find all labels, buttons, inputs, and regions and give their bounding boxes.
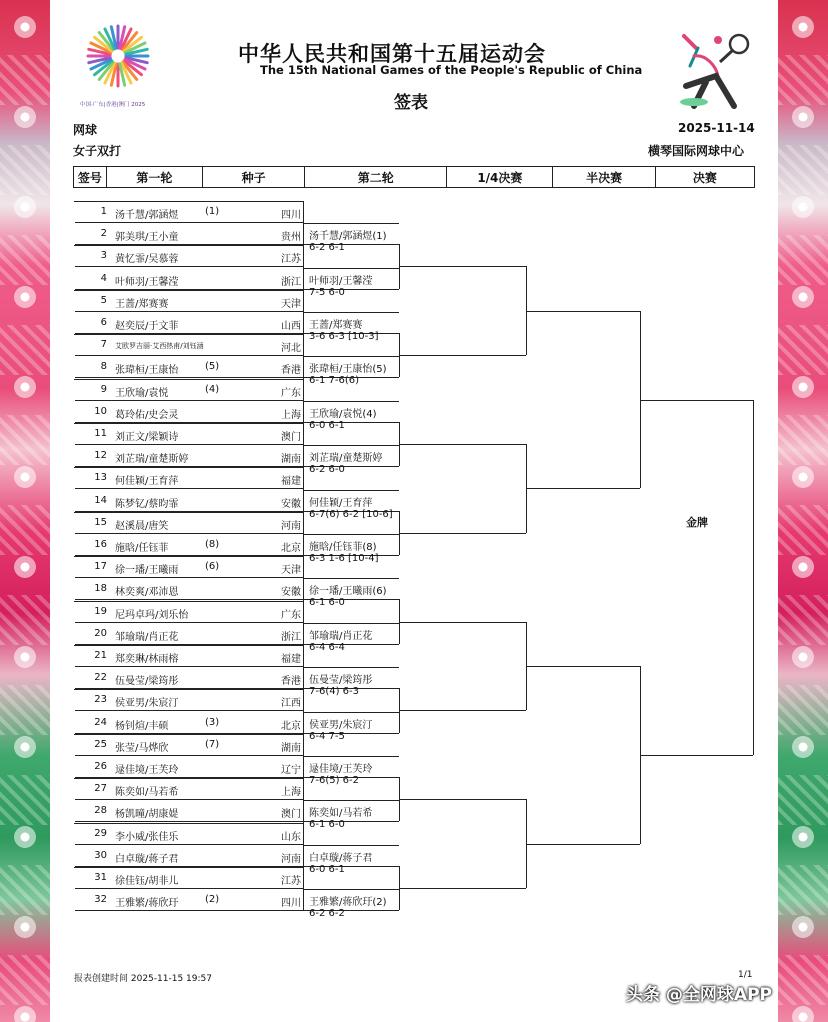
pair-name: 杨凯曈/胡康媞 — [115, 809, 179, 821]
pattern-tile — [778, 415, 828, 465]
draw-entry-row — [75, 490, 303, 512]
draw-number: 28 — [94, 805, 107, 817]
pair-name: 徐佳钰/胡非儿 — [115, 876, 179, 887]
seed: (8) — [205, 539, 220, 550]
draw-number: 30 — [94, 849, 107, 861]
draw-number: 19 — [94, 605, 107, 617]
seed: (4) — [205, 383, 220, 395]
region: 河南 — [281, 853, 301, 865]
match-top-line — [74, 867, 304, 868]
region: 天津 — [281, 298, 301, 310]
match-top-line — [74, 423, 304, 424]
sf-line — [526, 488, 640, 489]
region: 福建 — [281, 476, 301, 488]
region: 香港 — [281, 365, 301, 377]
draw-entry-row — [75, 201, 303, 223]
pattern-tile — [778, 325, 828, 375]
pair-name: 汤千慧/郭涵煜 — [115, 210, 179, 221]
r2-winner-line — [303, 800, 399, 801]
pattern-tile — [778, 55, 828, 105]
flower-pattern-icon — [8, 10, 42, 44]
draw-number: 32 — [94, 894, 107, 906]
pair-name: 李小威/张佳乐 — [115, 831, 179, 843]
draw-number: 21 — [94, 650, 107, 661]
final-line — [640, 400, 753, 401]
pair-name: 王雅繁/蒋欣玗 — [115, 898, 179, 910]
flower-pattern-icon — [8, 460, 42, 494]
pair-name: 何佳颖/王育萍 — [115, 476, 179, 488]
r2-score: 6-2 6-1 — [309, 242, 345, 254]
draw-number: 1 — [100, 206, 107, 217]
r2-winner: 何佳颖/王育萍 — [309, 497, 373, 509]
col-semifinal: 半决赛 — [553, 167, 655, 187]
draw-number: 20 — [94, 627, 107, 639]
flower-pattern-icon — [786, 460, 820, 494]
match-top-line — [74, 379, 304, 380]
match-top-line — [74, 245, 304, 246]
r2-score: 6-7(6) 6-2 [10-6] — [309, 508, 393, 520]
pair-name: 张瑋桓/王康怡 — [115, 365, 179, 377]
pair-name: 陈梦钇/蔡昀霏 — [115, 498, 179, 510]
pair-name: 刘正文/梁颖诗 — [115, 432, 179, 443]
pair-name: 陈奕如/马若希 — [115, 787, 179, 799]
r2-winner-line — [303, 223, 399, 224]
region: 山西 — [281, 321, 301, 332]
draw-number: 23 — [94, 694, 107, 706]
region: 上海 — [281, 409, 301, 421]
qf-line — [399, 888, 526, 889]
flower-pattern-icon — [786, 910, 820, 944]
r2-winner-line — [303, 845, 399, 846]
qf-line — [399, 355, 526, 356]
draw-entry-row — [75, 800, 303, 822]
flower-pattern-icon — [8, 190, 42, 224]
draw-number: 24 — [94, 716, 107, 728]
pattern-tile — [0, 55, 50, 105]
draw-number: 7 — [100, 339, 107, 351]
draw-entry-row — [75, 379, 303, 401]
left-decorative-border — [0, 0, 50, 1022]
draw-entry-row — [75, 601, 303, 623]
draw-entry-row — [75, 534, 303, 556]
draw-number: 14 — [94, 494, 107, 506]
match-top-line — [74, 645, 304, 646]
r2-score: 6-2 6-2 — [309, 908, 345, 920]
draw-entry-row — [75, 823, 303, 845]
r2-winner: 逯佳境/王芙玲 — [309, 764, 373, 775]
pair-name: 邹瑜瑞/肖正花 — [115, 631, 179, 643]
pair-name: 伍曼莹/梁筠彤 — [115, 676, 179, 688]
draw-entry-row — [75, 268, 303, 290]
pattern-tile — [778, 685, 828, 735]
flower-pattern-icon — [786, 100, 820, 134]
r2-winner: 汤千慧/郭涵煜(1) — [309, 231, 387, 243]
r2-winner-line — [303, 623, 399, 624]
draw-entry-row — [75, 423, 303, 445]
draw-number: 16 — [94, 539, 107, 550]
final-line — [640, 755, 753, 756]
draw-number: 18 — [94, 583, 107, 595]
sf-line — [526, 311, 640, 312]
region: 河南 — [281, 520, 301, 532]
pair-name: 郭美琪/王小童 — [115, 232, 179, 244]
pattern-tile — [0, 775, 50, 825]
pattern-tile — [0, 955, 50, 1005]
r2-winner: 陈奕如/马若希 — [309, 808, 373, 820]
flower-pattern-icon — [786, 280, 820, 314]
region: 江苏 — [281, 876, 301, 887]
pattern-tile — [778, 955, 828, 1005]
flower-pattern-icon — [8, 730, 42, 764]
r2-winner-line — [303, 445, 399, 446]
flower-pattern-icon — [8, 280, 42, 314]
flower-pattern-icon — [786, 370, 820, 404]
draw-number: 12 — [94, 450, 107, 462]
pair-name: 白卓璇/蒋子君 — [115, 853, 179, 865]
created-time: 报表创建时间 2025-11-15 19:57 — [74, 974, 212, 984]
match-top-line — [74, 601, 304, 602]
match-top-line — [74, 512, 304, 513]
flower-pattern-icon — [8, 910, 42, 944]
draw-number: 31 — [94, 872, 107, 883]
draw-number: 3 — [100, 250, 107, 262]
seed: (7) — [205, 738, 220, 750]
gold-medal-label: 金牌 — [686, 516, 708, 529]
draw-number: 15 — [94, 516, 107, 528]
flower-pattern-icon — [8, 100, 42, 134]
r2-score: 6-3 1-6 [10-4] — [309, 553, 379, 564]
title-english: The 15th National Games of the People's Republic of China — [260, 63, 643, 77]
region: 江西 — [281, 698, 301, 710]
region: 北京 — [281, 720, 301, 732]
draw-entry-row — [75, 223, 303, 245]
pair-name: 张莹/马烨欣 — [115, 742, 169, 754]
pair-name: 施晗/任钰菲 — [115, 543, 169, 554]
draw-entry-row — [75, 667, 303, 689]
draw-number: 11 — [94, 428, 107, 439]
sf-line — [526, 666, 640, 667]
r2-winner: 刘芷瑞/童楚斯婷 — [309, 453, 383, 465]
col-round2: 第二轮 — [305, 167, 447, 187]
page-subtitle: 签表 — [394, 93, 428, 113]
match-top-line — [74, 734, 304, 735]
region: 安徽 — [281, 498, 301, 510]
draw-entry-row — [75, 245, 303, 267]
pattern-tile — [778, 505, 828, 555]
col-quarterfinal: 1/4决赛 — [447, 167, 553, 187]
r2-winner-line — [303, 534, 399, 535]
region: 北京 — [281, 543, 301, 554]
r2-winner-line — [303, 667, 399, 668]
region: 安徽 — [281, 587, 301, 599]
draw-entry-row — [75, 867, 303, 889]
draw-entry-row — [75, 756, 303, 778]
pair-name: 王蔷/郑赛赛 — [115, 298, 169, 310]
logo-caption: 中国·广东|香港|澳门 2025 — [80, 102, 146, 108]
pair-name: 葛玲佑/史会灵 — [115, 409, 179, 421]
draw-number: 27 — [94, 783, 107, 795]
draw-entry-row — [75, 467, 303, 489]
draw-entry-row — [75, 734, 303, 756]
r2-score: 6-0 6-1 — [309, 863, 345, 875]
region: 浙江 — [281, 276, 301, 288]
pair-name: 郑奕琳/林雨榕 — [115, 654, 179, 665]
draw-entry-row — [75, 778, 303, 800]
region: 四川 — [281, 210, 301, 221]
pair-name: 侯亚男/朱宸汀 — [115, 698, 179, 710]
region: 湖南 — [281, 454, 301, 466]
pattern-tile — [778, 145, 828, 195]
match-top-line — [74, 778, 304, 779]
draw-entry-row — [75, 689, 303, 711]
draw-entry-row — [75, 512, 303, 534]
region: 上海 — [281, 787, 301, 799]
draw-number: 8 — [100, 361, 107, 373]
r2-winner: 王雅繁/蒋欣玗(2) — [309, 897, 387, 909]
seed: (6) — [205, 561, 220, 573]
match-top-line — [74, 334, 304, 335]
match-top-line — [74, 689, 304, 690]
seed: (5) — [205, 361, 220, 373]
r2-score: 6-1 6-0 — [309, 597, 345, 609]
draw-entry-row — [75, 645, 303, 667]
pair-name: 刘芷瑞/童楚斯婷 — [115, 454, 189, 466]
pair-name: 徐一璠/王曦雨 — [115, 565, 179, 577]
r2-winner: 徐一璠/王曦雨(6) — [309, 586, 387, 598]
pattern-tile — [0, 595, 50, 645]
pattern-tile — [0, 235, 50, 285]
pair-name: 尼玛卓玛/刘乐怡 — [115, 609, 189, 621]
r2-winner: 侯亚男/朱宸汀 — [309, 719, 373, 731]
region: 河北 — [281, 343, 301, 355]
r2-winner-line — [303, 268, 399, 269]
r2-score: 7-5 6-0 — [309, 286, 345, 298]
col-round1: 第一轮 — [107, 167, 203, 187]
sport-label: 网球 — [73, 123, 98, 137]
col-final: 决赛 — [692, 170, 717, 185]
pattern-tile — [0, 685, 50, 735]
draw-number: 26 — [94, 761, 107, 772]
pair-name: 林奕爽/邓沛恩 — [115, 587, 179, 599]
draw-number: 5 — [100, 294, 107, 306]
r2-score: 6-4 6-4 — [309, 641, 345, 653]
draw-number: 9 — [100, 383, 107, 395]
column-header — [73, 166, 755, 188]
r2-winner-line — [303, 756, 399, 757]
region: 辽宁 — [281, 765, 301, 776]
draw-entry-row — [75, 312, 303, 334]
r2-winner: 王蔷/郑赛赛 — [309, 320, 363, 331]
region: 广东 — [281, 387, 301, 399]
qf-line — [399, 710, 526, 711]
pattern-tile — [0, 415, 50, 465]
pattern-tile — [0, 505, 50, 555]
pattern-tile — [778, 235, 828, 285]
qf-line — [399, 799, 526, 800]
region: 澳门 — [281, 809, 301, 821]
watermark: 头条 @全网球APP — [626, 985, 772, 1005]
tennis-pictogram-icon — [676, 26, 756, 112]
draw-number: 2 — [100, 228, 107, 240]
r2-winner: 张瑋桓/王康怡(5) — [309, 364, 387, 376]
pair-name: 赵溪晨/唐笑 — [115, 520, 169, 532]
col-draw-no: 签号 — [74, 167, 107, 187]
r2-winner: 施晗/任钰菲(8) — [309, 542, 377, 553]
draw-number: 13 — [94, 472, 107, 484]
entry-line — [75, 910, 303, 911]
flower-pattern-icon — [786, 190, 820, 224]
seed: (2) — [205, 894, 220, 906]
venue-label: 横琴国际网球中心 — [648, 144, 745, 158]
draw-number: 29 — [94, 827, 107, 839]
draw-sheet — [52, 0, 776, 1022]
region: 广东 — [281, 609, 301, 621]
flower-pattern-icon — [786, 550, 820, 584]
games-logo-icon — [78, 24, 158, 94]
r2-winner: 白卓璇/蒋子君 — [309, 852, 373, 864]
region: 澳门 — [281, 432, 301, 443]
region: 福建 — [281, 654, 301, 665]
r2-score: 6-1 6-0 — [309, 819, 345, 831]
flower-pattern-icon — [8, 370, 42, 404]
draw-entry-row — [75, 445, 303, 467]
pair-name: 逯佳境/王芙玲 — [115, 765, 179, 776]
r2-winner: 邹瑜瑞/肖正花 — [309, 630, 373, 642]
flower-pattern-icon — [8, 640, 42, 674]
date-label: 2025-11-14 — [678, 121, 755, 135]
draw-entry-row — [75, 290, 303, 312]
draw-number: 10 — [94, 405, 107, 417]
r2-winner: 叶师羽/王馨滢 — [309, 275, 373, 287]
col-seed: 种子 — [203, 167, 305, 187]
r2-score: 6-4 7-5 — [309, 730, 345, 742]
title-chinese: 中华人民共和国第十五届运动会 — [238, 42, 546, 66]
pair-name: 艾欧罗吉丽·艾西热甫/刘钰涵 — [115, 342, 204, 351]
draw-number: 4 — [100, 272, 107, 284]
match-top-line — [74, 823, 304, 824]
match-top-line — [74, 290, 304, 291]
flower-pattern-icon — [786, 640, 820, 674]
pair-name: 叶师羽/王馨滢 — [115, 276, 179, 288]
region: 天津 — [281, 565, 301, 577]
match-top-line — [74, 467, 304, 468]
r2-score: 7-6(5) 6-2 — [309, 775, 360, 786]
region: 江苏 — [281, 254, 301, 266]
region: 四川 — [281, 898, 301, 910]
flower-pattern-icon — [8, 820, 42, 854]
pattern-tile — [0, 325, 50, 375]
pair-name: 杨钊煊/丰硕 — [115, 720, 169, 732]
r2-score: 6-1 7-6(6) — [309, 375, 360, 387]
region: 浙江 — [281, 631, 301, 643]
r2-score: 3-6 6-3 [10-3] — [309, 331, 379, 342]
draw-entry-row — [75, 845, 303, 867]
r2-score: 7-6(4) 6-3 — [309, 686, 360, 698]
qf-line — [399, 266, 526, 267]
champion-connector — [753, 400, 754, 755]
pattern-tile — [778, 775, 828, 825]
r2-winner-line — [303, 490, 399, 491]
seed: (1) — [205, 206, 220, 217]
right-decorative-border — [778, 0, 828, 1022]
r2-winner-line — [303, 889, 399, 890]
region: 湖南 — [281, 742, 301, 754]
draw-entry-row — [75, 334, 303, 356]
qf-line — [399, 622, 526, 623]
r2-winner: 伍曼莹/梁筠彤 — [309, 675, 373, 687]
draw-number: 25 — [94, 738, 107, 750]
r2-winner-line — [303, 401, 399, 402]
r2-score: 6-0 6-1 — [309, 419, 345, 431]
draw-number: 6 — [100, 317, 107, 328]
match-top-line — [74, 201, 304, 202]
match-top-line — [74, 556, 304, 557]
seed: (3) — [205, 716, 220, 728]
flower-pattern-icon — [786, 730, 820, 764]
r2-winner-line — [303, 312, 399, 313]
draw-entry-row — [75, 401, 303, 423]
r2-winner-line — [303, 712, 399, 713]
qf-line — [399, 533, 526, 534]
flower-pattern-icon — [786, 820, 820, 854]
pair-name: 黄忆霏/吴慕蓉 — [115, 254, 179, 266]
draw-entry-row — [75, 556, 303, 578]
r2-score: 6-2 6-0 — [309, 464, 345, 476]
draw-entry-row — [75, 356, 303, 378]
draw-entry-row — [75, 889, 303, 911]
r2-winner-line — [303, 578, 399, 579]
event-label: 女子双打 — [73, 144, 122, 158]
draw-number: 17 — [94, 561, 107, 573]
sf-line — [526, 844, 640, 845]
region: 山东 — [281, 831, 301, 843]
pattern-tile — [778, 595, 828, 645]
region: 贵州 — [281, 232, 301, 244]
draw-number: 22 — [94, 672, 107, 684]
flower-pattern-icon — [786, 10, 820, 44]
page-number: 1/1 — [738, 970, 753, 980]
flower-pattern-icon — [8, 550, 42, 584]
pair-name: 王欣瑜/袁悦 — [115, 387, 169, 399]
draw-entry-row — [75, 712, 303, 734]
draw-entry-row — [75, 578, 303, 600]
pattern-tile — [0, 865, 50, 915]
draw-entry-row — [75, 623, 303, 645]
qf-line — [399, 444, 526, 445]
pattern-tile — [778, 865, 828, 915]
pair-name: 赵奕辰/于文菲 — [115, 321, 179, 332]
pattern-tile — [0, 145, 50, 195]
region: 香港 — [281, 676, 301, 688]
r2-winner-line — [303, 356, 399, 357]
r2-winner: 王欣瑜/袁悦(4) — [309, 408, 377, 420]
